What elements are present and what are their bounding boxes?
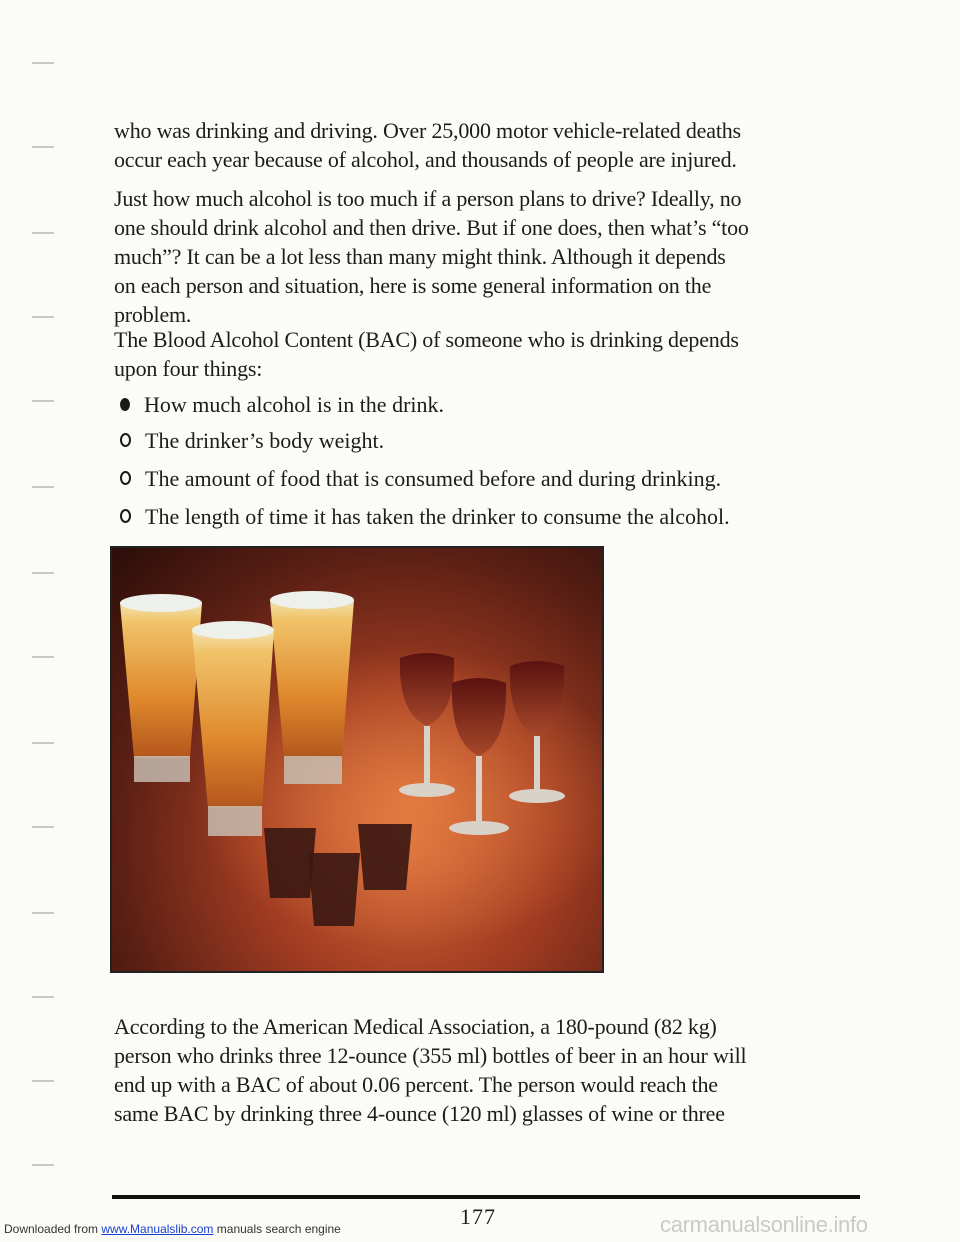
- paragraph-how-much: [114, 184, 874, 329]
- text-line: end up with a BAC of about 0.06 percent. The person would reach the: [114, 1072, 718, 1097]
- bullet-icon: [120, 433, 131, 447]
- list-item: [120, 426, 384, 455]
- text-line: problem.: [114, 302, 192, 327]
- bullet-icon: [120, 509, 131, 523]
- paragraph-bac: [114, 325, 874, 383]
- paragraph-intro: [114, 116, 874, 174]
- text-line: one should drink alcohol and then drive. But if one does, then what’s “too: [114, 215, 749, 240]
- paragraph-ama: [114, 1012, 874, 1128]
- margin-tick: [32, 146, 54, 148]
- download-suffix: manuals search engine: [213, 1222, 341, 1236]
- site-watermark: carmanualsonline.info: [660, 1212, 868, 1237]
- manualslib-link[interactable]: www.Manualslib.com: [101, 1222, 214, 1236]
- text-line: occur each year because of alcohol, and thousands of people are injured.: [114, 147, 737, 172]
- text-line: person who drinks three 12-ounce (355 ml) bottles of beer in an hour will: [114, 1043, 747, 1068]
- list-item: [120, 464, 721, 493]
- margin-tick: [32, 912, 54, 914]
- margin-tick: [32, 1080, 54, 1082]
- text-line: on each person and situation, here is some general information on the: [114, 273, 712, 298]
- margin-tick: [32, 572, 54, 574]
- text-line: Just how much alcohol is too much if a person plans to drive? Ideally, no: [114, 186, 742, 211]
- bullet-icon: [120, 398, 130, 411]
- text-line: upon four things:: [114, 356, 263, 381]
- margin-tick: [32, 1164, 54, 1166]
- list-item-text: The drinker’s body weight.: [145, 428, 385, 453]
- list-item-text: How much alcohol is in the drink.: [144, 392, 445, 417]
- margin-tick: [32, 232, 54, 234]
- download-source: [4, 1222, 341, 1236]
- drinks-illustration: [112, 548, 602, 971]
- margin-tick: [32, 486, 54, 488]
- text-line: who was drinking and driving. Over 25,000 motor vehicle-related deaths: [114, 118, 741, 143]
- margin-tick: [32, 656, 54, 658]
- text-line: same BAC by drinking three 4-ounce (120 ml) glasses of wine or three: [114, 1101, 725, 1126]
- margin-tick: [32, 826, 54, 828]
- text-line: The Blood Alcohol Content (BAC) of someone who is drinking depends: [114, 327, 739, 352]
- list-item: [120, 502, 730, 531]
- drinks-photo: [110, 546, 604, 973]
- margin-tick: [32, 62, 54, 64]
- bullet-icon: [120, 471, 131, 485]
- list-item-text: The amount of food that is consumed before and during drinking.: [145, 466, 722, 491]
- footer-rule: [112, 1195, 860, 1199]
- text-line: According to the American Medical Association, a 180-pound (82 kg): [114, 1014, 717, 1039]
- page-number: 177: [460, 1204, 496, 1229]
- download-prefix: Downloaded from: [4, 1222, 102, 1236]
- margin-tick: [32, 996, 54, 998]
- margin-tick: [32, 742, 54, 744]
- text-line: much”? It can be a lot less than many might think. Although it depends: [114, 244, 726, 269]
- margin-tick: [32, 400, 54, 402]
- list-item-text: The length of time it has taken the drinker to consume the alcohol.: [145, 504, 730, 529]
- margin-tick: [32, 316, 54, 318]
- list-item: [120, 390, 444, 419]
